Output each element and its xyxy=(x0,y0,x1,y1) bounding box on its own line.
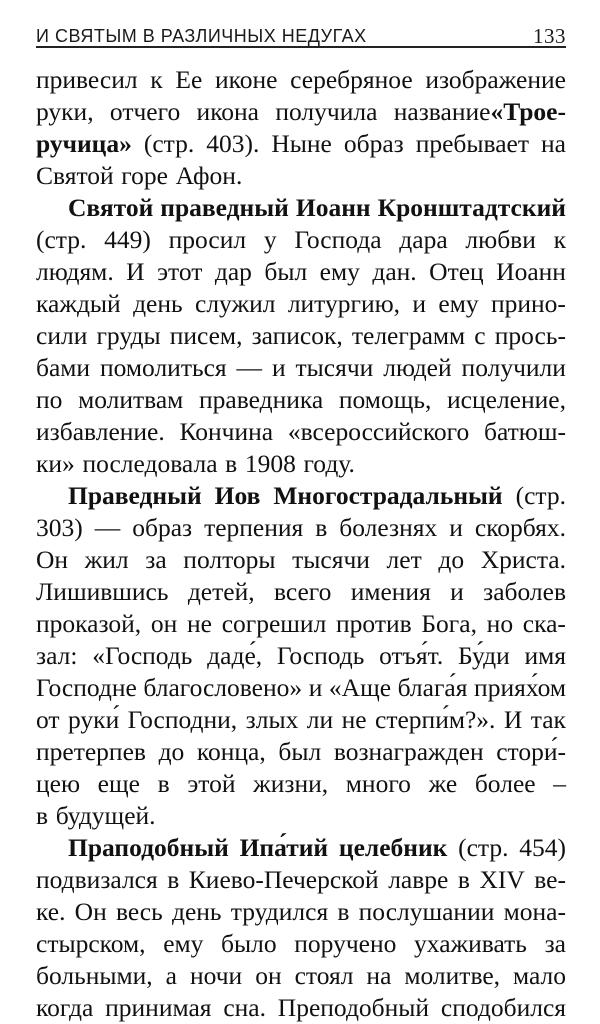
word: молитвам xyxy=(78,385,184,414)
word: Кончина xyxy=(179,417,274,446)
word: Праподобный xyxy=(68,833,229,862)
word: болезнях xyxy=(339,513,438,542)
word: получили xyxy=(461,353,566,382)
word: целебник xyxy=(338,833,448,862)
word: праведника xyxy=(199,385,324,414)
paragraph xyxy=(36,832,566,1024)
word: терпения xyxy=(204,513,304,542)
word: мало xyxy=(513,961,566,990)
word: Праведный xyxy=(68,481,202,510)
word: образ xyxy=(343,129,404,158)
word: И xyxy=(503,705,523,734)
word: название«Трое- xyxy=(393,97,566,126)
word: руки́ xyxy=(68,705,120,734)
word: Иоанн xyxy=(295,193,371,222)
word: молитве, xyxy=(404,961,501,990)
word: поручено xyxy=(294,929,397,958)
word: много xyxy=(345,769,411,798)
word: более xyxy=(474,769,536,798)
word: (стр. xyxy=(36,225,87,254)
paragraph xyxy=(36,192,566,480)
word: Ныне xyxy=(271,129,332,158)
word: ска- xyxy=(522,609,566,638)
word: было xyxy=(221,929,277,958)
word: стерпи́м?». xyxy=(375,705,496,734)
word: ки» xyxy=(36,449,75,478)
word: вознагражден xyxy=(333,737,484,766)
word: телеграмм xyxy=(351,321,466,350)
word: послушании xyxy=(358,897,495,926)
word: получила xyxy=(275,97,378,126)
word: ночи xyxy=(189,961,243,990)
word: записок, xyxy=(251,321,343,350)
word: дар xyxy=(214,257,252,286)
text-line xyxy=(36,448,566,480)
word: изображение xyxy=(425,65,566,94)
word: имения xyxy=(350,577,431,606)
word: в xyxy=(315,513,328,542)
text-line xyxy=(36,96,566,128)
word: не xyxy=(341,705,367,734)
word: сили xyxy=(36,321,88,350)
word: лавре xyxy=(388,865,449,894)
word: полторы xyxy=(183,545,276,574)
text-line xyxy=(36,960,566,992)
word: на xyxy=(366,961,392,990)
word: иконе xyxy=(214,65,278,94)
word: Многострадальный xyxy=(273,481,503,510)
word: зал: xyxy=(36,641,78,670)
word: до xyxy=(158,737,185,766)
word: прино- xyxy=(490,289,566,318)
text-line xyxy=(36,672,566,704)
word: стырском, xyxy=(36,929,146,958)
word: ему xyxy=(163,929,204,958)
word: по xyxy=(36,385,63,414)
text-line xyxy=(36,608,566,640)
word: исцеление, xyxy=(447,385,566,414)
word: И xyxy=(126,257,145,286)
word: просил xyxy=(168,225,247,254)
word: у xyxy=(263,225,277,254)
word: до xyxy=(438,545,465,574)
word: бами xyxy=(36,353,91,382)
word: (стр. xyxy=(458,833,509,862)
word: Афон. xyxy=(175,161,243,190)
word: злых xyxy=(245,705,299,734)
word: сподобился xyxy=(440,993,566,1022)
word: в xyxy=(225,449,238,478)
word: привесил xyxy=(36,65,138,94)
word: заболев xyxy=(483,577,566,606)
word: этой xyxy=(187,769,236,798)
text-line xyxy=(36,384,566,416)
word: ли xyxy=(306,705,334,734)
word: груды xyxy=(96,321,161,350)
word: цею xyxy=(36,769,81,798)
word: — xyxy=(94,513,121,542)
text-line xyxy=(36,576,566,608)
word: Лишившись xyxy=(36,577,169,606)
word: ухаживать xyxy=(414,929,527,958)
word: «всероссийского xyxy=(287,417,470,446)
word: проказой, xyxy=(36,609,142,638)
paragraph xyxy=(36,64,566,192)
word: лет xyxy=(386,545,422,574)
word: Преподобный xyxy=(277,993,430,1022)
page-number: 133 xyxy=(533,24,566,48)
word: трудился xyxy=(230,897,329,926)
text-line xyxy=(36,864,566,896)
word: и xyxy=(308,673,323,702)
word: ке. xyxy=(36,897,66,926)
word: он xyxy=(150,609,178,638)
word: еще xyxy=(97,769,140,798)
word: писем, xyxy=(169,321,243,350)
word: (стр. xyxy=(143,129,195,158)
word: серебряное xyxy=(290,65,413,94)
word: году. xyxy=(303,449,355,478)
word: этот xyxy=(157,257,203,286)
word: день xyxy=(171,897,222,926)
word: в xyxy=(457,865,470,894)
word: Киево-Печерской xyxy=(188,865,379,894)
word: образ xyxy=(132,513,193,542)
word: не xyxy=(187,609,212,638)
word: когда xyxy=(36,993,94,1022)
running-header xyxy=(36,24,566,48)
text-line xyxy=(36,192,566,224)
text-line xyxy=(36,832,566,864)
word: стоял xyxy=(294,961,354,990)
word: конца, xyxy=(196,737,266,766)
text-line xyxy=(36,480,566,512)
word: Христа. xyxy=(480,545,566,574)
word: и xyxy=(412,289,427,318)
word: от xyxy=(36,705,60,734)
word: прось- xyxy=(494,321,566,350)
word: последовала xyxy=(82,449,218,478)
text-line xyxy=(36,736,566,768)
word: Бу́ди xyxy=(457,641,510,670)
word: сна. xyxy=(223,993,266,1022)
word: за xyxy=(145,545,167,574)
text-line xyxy=(36,896,566,928)
word: Святой xyxy=(68,193,154,222)
text-line xyxy=(36,256,566,288)
word: дан. xyxy=(372,257,417,286)
word: день xyxy=(133,289,183,318)
word: Господне xyxy=(36,673,137,702)
word: отъя́т. xyxy=(379,641,444,670)
word: за xyxy=(544,929,566,958)
word: Ее xyxy=(175,65,203,94)
word: людей xyxy=(383,353,452,382)
word: XIV xyxy=(479,865,525,894)
word: 454) xyxy=(519,833,566,862)
word: ве- xyxy=(534,865,566,894)
word: в xyxy=(157,769,170,798)
word: скорбях. xyxy=(474,513,566,542)
word: избавление. xyxy=(36,417,165,446)
word: но xyxy=(486,609,514,638)
word: Он xyxy=(74,897,107,926)
word: имя xyxy=(524,641,566,670)
word: 449) xyxy=(104,225,151,254)
text-line xyxy=(36,352,566,384)
word: согрешил xyxy=(221,609,327,638)
text-line xyxy=(36,416,566,448)
page-body xyxy=(36,64,566,1024)
word: был xyxy=(278,737,322,766)
word: ручица» xyxy=(36,129,132,158)
word: «Господь xyxy=(92,641,193,670)
word: любви xyxy=(465,225,536,254)
word: больными, xyxy=(36,961,153,990)
word: а xyxy=(165,961,177,990)
running-title: И СВЯТЫМ В РАЗЛИЧНЫХ НЕДУГАХ xyxy=(36,26,367,46)
word: жизни, xyxy=(253,769,329,798)
word: служил xyxy=(195,289,276,318)
text-line xyxy=(36,640,566,672)
word: (стр. xyxy=(515,481,566,510)
word: батюш- xyxy=(484,417,566,446)
word: отчего xyxy=(109,97,181,126)
word: был xyxy=(264,257,308,286)
word: весь xyxy=(115,897,163,926)
word: благословено» xyxy=(143,673,303,702)
word: пребывает xyxy=(415,129,530,158)
word: икона xyxy=(196,97,260,126)
word: Иоанн xyxy=(496,257,566,286)
word: «Аще xyxy=(328,673,392,702)
text-line xyxy=(36,288,566,320)
word: 1908 xyxy=(244,449,296,478)
word: же xyxy=(428,769,458,798)
word: 303) xyxy=(36,513,83,542)
word: и xyxy=(449,513,463,542)
word: 403). xyxy=(206,129,260,158)
word: подвизался xyxy=(36,865,158,894)
word: Бога, xyxy=(421,609,477,638)
word: каждый xyxy=(36,289,121,318)
word: праведный xyxy=(160,193,289,222)
word: так xyxy=(530,705,566,734)
word: Господа xyxy=(294,225,382,254)
word: Кронштадтский xyxy=(377,193,566,222)
word: против xyxy=(336,609,412,638)
word: Господь xyxy=(276,641,365,670)
word: претерпев xyxy=(36,737,146,766)
word: детей, xyxy=(187,577,255,606)
word: к xyxy=(150,65,163,94)
word: тысячи xyxy=(295,353,374,382)
word: в xyxy=(167,865,180,894)
text-line xyxy=(36,768,566,800)
word: стори́- xyxy=(496,737,566,766)
word: в xyxy=(337,897,350,926)
word: к xyxy=(553,225,566,254)
text-line xyxy=(36,512,566,544)
word: блага́я xyxy=(397,673,468,702)
word: помолиться xyxy=(99,353,227,382)
text-line xyxy=(36,64,566,96)
word: принимая xyxy=(105,993,212,1022)
text-line xyxy=(36,128,566,160)
text-line xyxy=(36,224,566,256)
word: ему xyxy=(319,257,360,286)
word: помощь, xyxy=(338,385,432,414)
word: — xyxy=(236,353,263,382)
word: будущей. xyxy=(55,801,156,830)
text-line xyxy=(36,320,566,352)
word: на xyxy=(541,129,566,158)
word: Иов xyxy=(214,481,261,510)
word: людям. xyxy=(36,257,114,286)
word: всего xyxy=(273,577,332,606)
word: тысячи xyxy=(292,545,370,574)
text-line xyxy=(36,928,566,960)
word: горе xyxy=(121,161,168,190)
text-line xyxy=(36,160,566,192)
paragraph xyxy=(36,480,566,832)
word: Он xyxy=(36,545,69,574)
word: даде́, xyxy=(207,641,263,670)
word: руки, xyxy=(36,97,94,126)
word: в xyxy=(36,801,49,830)
word: приях́ом xyxy=(474,673,566,702)
word: и xyxy=(450,577,464,606)
word: Господни, xyxy=(127,705,238,734)
word: и xyxy=(271,353,286,382)
word: жил xyxy=(84,545,129,574)
text-line xyxy=(36,992,566,1024)
word: ему xyxy=(438,289,479,318)
text-line xyxy=(36,704,566,736)
word: дара xyxy=(399,225,448,254)
word: – xyxy=(553,769,566,798)
word: литургию, xyxy=(287,289,401,318)
word: Отец xyxy=(429,257,484,286)
text-line xyxy=(36,544,566,576)
word: Святой xyxy=(36,161,114,190)
word: мона- xyxy=(503,897,566,926)
word: он xyxy=(255,961,282,990)
word: Ипа́тий xyxy=(239,833,329,862)
word: с xyxy=(474,321,486,350)
text-line xyxy=(36,800,566,832)
